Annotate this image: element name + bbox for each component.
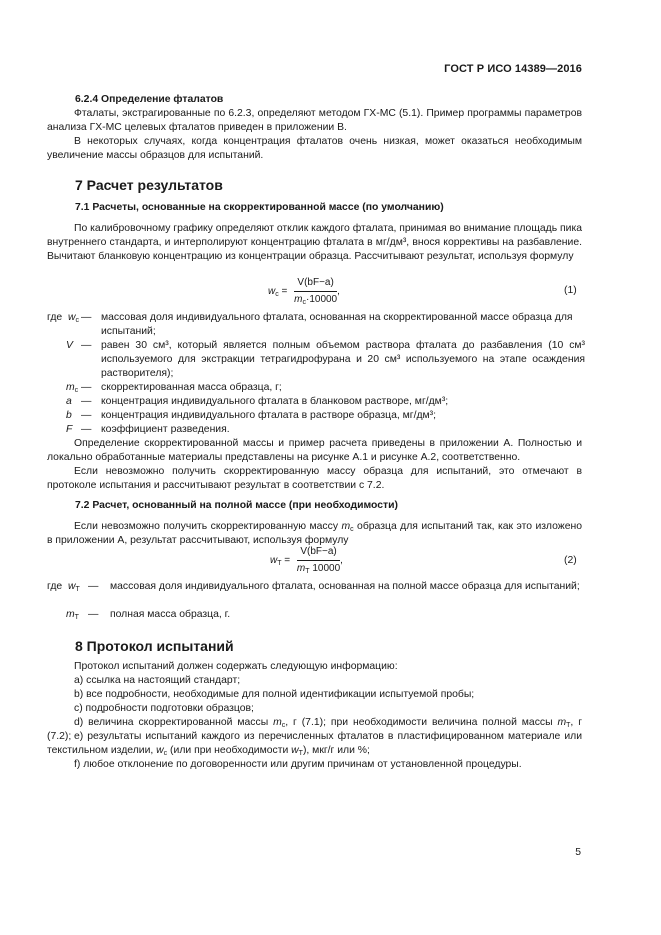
section-7-2-title: 7.2 Расчет, основанный на полной массе (при необходимости) (75, 500, 398, 511)
formula-symbol: w (268, 286, 276, 298)
where-dash: — (81, 340, 92, 351)
where-symbol: $w_T$ (68, 581, 80, 593)
where-dash: — (81, 410, 92, 421)
formula-denominator: $m_T$ 10000 (296, 563, 341, 575)
list-item: d) величина скорректированной массы $m_c$, г (7.1); при необходимости величина полной массы $m_T$, г (7.2); (47, 717, 582, 742)
where-symbol: $m_T$ (66, 609, 79, 621)
formula-end: , (340, 555, 343, 567)
list-item: c) подробности подготовки образцов; (74, 703, 254, 714)
where-symbol: $m_c$ (66, 382, 79, 394)
section-7-1-title: 7.1 Расчеты, основанные на скорректированной массе (по умолчанию) (75, 202, 444, 213)
where-description: полная масса образца, г. (110, 609, 231, 620)
formula-numerator: V(bF−a) (297, 545, 340, 561)
where-description: массовая доля индивидуального фталата, основанная на скорректированной массе образца для испытаний; (101, 312, 573, 337)
document-header: ГОСТ Р ИСО 14389—2016 (444, 63, 582, 75)
where-dash: — (81, 382, 92, 393)
formula-1 (268, 276, 340, 307)
where-description: концентрация индивидуального фталата в бланковом растворе, мг/дм³; (101, 396, 449, 407)
where-label: где (47, 312, 63, 323)
where-description: концентрация индивидуального фталата в растворе образца, мг/дм³; (101, 410, 437, 421)
where-description: равен 30 см³, который является полным объемом раствора фталата до разбавления (10 см³ используемого для экстракции тетрагидрофурана и 20 см³ используемого на этапе осаждения растворителя); (101, 340, 585, 379)
where-dash: — (88, 609, 99, 620)
section-7-title: 7 Расчет результатов (75, 177, 223, 193)
formula-numerator: V(bF−a) (294, 276, 337, 292)
where-dash: — (81, 312, 92, 323)
where-symbol: a (66, 396, 72, 407)
where-dash: — (81, 396, 92, 407)
where-dash: — (88, 581, 99, 592)
formula-denominator: $m_c\cdot 10000$ (294, 294, 338, 306)
list-item: e) результаты испытаний каждого из перечисленных фталатов в пластифицированном материале или текстильном изделии, $w_c$ (или при необходимости $w_T$), мкг/г или %; (47, 731, 582, 757)
paragraph: Протокол испытаний должен содержать следующую информацию: (74, 661, 398, 672)
section-6-2-4-title: 6.2.4 Определение фталатов (75, 94, 224, 105)
equation-number: (1) (564, 285, 577, 296)
list-item: a) ссылка на настоящий стандарт; (74, 675, 241, 686)
list-item: b) все подробности, необходимые для полной идентификации испытуемой пробы; (74, 689, 475, 700)
paragraph: Если невозможно получить скорректированную массу $m_c$ образца для испытаний так, как это изложено в приложении А, результат рассчитывают, используя формулу (47, 521, 582, 546)
section-8-title: 8 Протокол испытаний (75, 638, 234, 654)
page-number: 5 (575, 847, 581, 858)
formula-equals: = (284, 555, 291, 567)
where-symbol: V (66, 340, 73, 351)
formula-equals: = (281, 286, 288, 298)
paragraph: В некоторых случаях, когда концентрация фталатов очень низкая, может оказаться необходимым увеличение массы образцов для испытаний. (47, 136, 582, 161)
formula-fraction (294, 276, 337, 307)
paragraph: Определение скорректированной массы и пример расчета приведены в приложении А. Полностью и локально обработанные материалы представлены на рисунке А.1 и рисунке А.2, соответственно. (47, 438, 582, 463)
formula-subscript: c (275, 291, 279, 299)
where-description: массовая доля индивидуального фталата, основанная на полной массе образца для испытаний; (110, 581, 580, 592)
where-symbol: b (66, 410, 72, 421)
where-description: скорректированная масса образца, г; (101, 382, 282, 393)
paragraph: Фталаты, экстрагированные по 6.2.3, определяют методом ГХ-МС (5.1). Пример программы параметров анализа ГХ-МС целевых фталатов приведен в приложении В. (47, 108, 582, 133)
formula-subscript: T (277, 560, 282, 568)
formula-symbol: w (270, 555, 278, 567)
where-dash: — (81, 424, 92, 435)
formula-end: , (337, 286, 340, 298)
list-item: f) любое отклонение по договоренности или другим причинам от установленной процедуры. (74, 759, 522, 770)
where-description: коэффициент разведения. (101, 424, 230, 435)
formula-2 (270, 545, 343, 576)
paragraph: Если невозможно получить скорректированную массу образца для испытаний, это отмечают в протоколе испытания и рассчитывают результат в соответствии с 7.2. (47, 466, 582, 491)
where-symbol: F (66, 424, 73, 435)
formula-fraction (297, 545, 340, 576)
where-symbol: $w_c$ (68, 312, 80, 324)
paragraph: По калибровочному графику определяют отклик каждого фталата, принимая во внимание площадь пика внутреннего стандарта, и интерполируют концентрацию фталата в мг/дм³, внося коррективы на разбавление. Вычитают бланковую концентрацию из концентрации образца. Рассчитывают результат, используя формулу (47, 223, 582, 262)
where-label: где (47, 581, 63, 592)
equation-number: (2) (564, 555, 577, 566)
